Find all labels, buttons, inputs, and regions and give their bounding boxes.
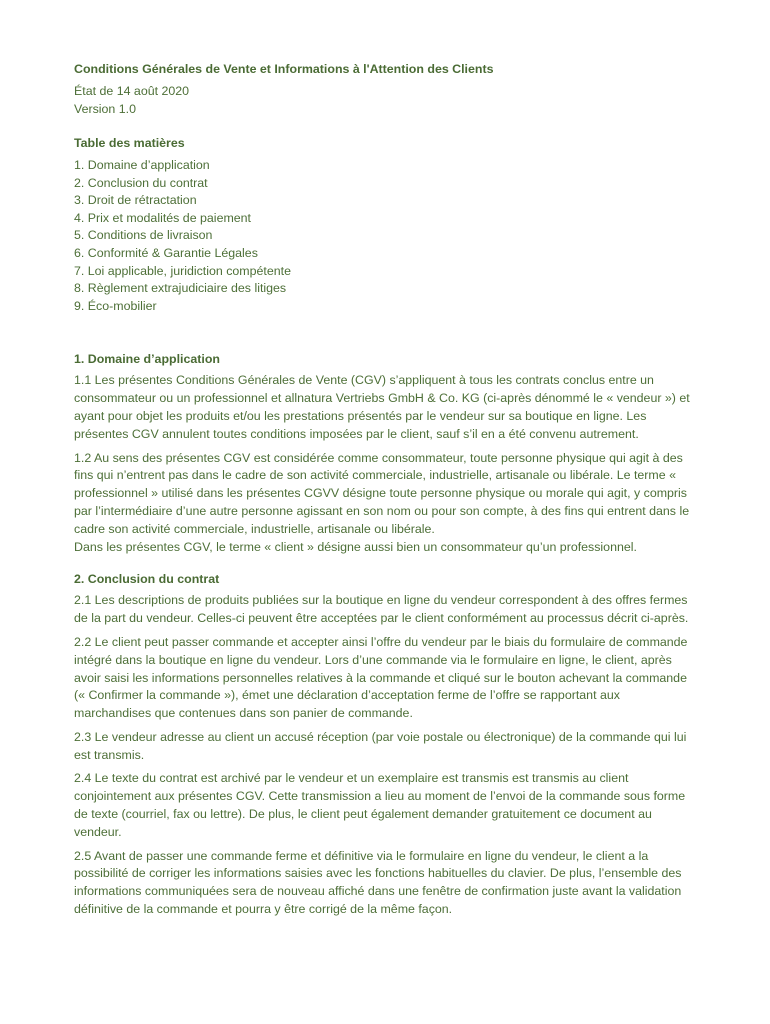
toc-item: 3. Droit de rétractation	[74, 193, 197, 208]
toc-item: 5. Conditions de livraison	[74, 228, 213, 243]
toc-item: 9. Éco-mobilier	[74, 298, 157, 313]
section-conclusion-contrat	[74, 570, 700, 919]
table-of-contents	[74, 157, 700, 315]
paragraph: 1.1 Les présentes Conditions Générales de Vente (CGV) s’appliquent à tous les contrats conclus entre un consommateur ou un professionnel et allnatura Vertriebs GmbH & Co. KG (ci-après dénommé le « vendeur ») et ayant pour objet les produits et/ou les prestations présentés par le vendeur sur sa boutique en ligne. Les présentes CGV annulent toutes conditions imposées par le client, sauf s’il en a été convenu autrement.	[74, 373, 690, 441]
toc-title: Table des matières	[74, 136, 185, 150]
section-title: 1. Domaine d’application	[74, 352, 220, 367]
document-title: Conditions Générales de Vente et Informations à l'Attention des Clients	[74, 62, 494, 76]
section-domaine-application	[74, 350, 700, 556]
toc-item: 2. Conclusion du contrat	[74, 175, 208, 190]
paragraph: 2.4 Le texte du contrat est archivé par le vendeur et un exemplaire est transmis est transmis au client conjointement aux présentes CGV. Cette transmission a lieu au moment de l’envoi de la commande sous forme de texte (courriel, fax ou lettre). De plus, le client peut également demander gratuitement ce document au vendeur.	[74, 771, 686, 839]
toc-item: 4. Prix et modalités de paiement	[74, 210, 252, 225]
section-title: 2. Conclusion du contrat	[74, 572, 220, 587]
paragraph: 2.1 Les descriptions de produits publiées sur la boutique en ligne du vendeur correspondent à des offres fermes de la part du vendeur. Celles-ci peuvent être acceptées par le client conformément au processus décrit ci-après.	[74, 593, 689, 626]
document-date: État de 14 août 2020	[74, 84, 190, 98]
paragraph: 2.3 Le vendeur adresse au client un accusé réception (par voie postale ou électronique) de la commande qui lui est transmis.	[74, 729, 687, 762]
toc-item: 7. Loi applicable, juridiction compétente	[74, 263, 291, 278]
toc-item: 1. Domaine d’application	[74, 158, 210, 172]
paragraph: 1.2 Au sens des présentes CGV est considérée comme consommateur, toute personne physique qui agit à des fins qui n’entrent pas dans le cadre de son activité commerciale, industrielle, artisanale ou libérale. Le terme « professionnel » utilisé dans les présentes CGVV désigne toute personne physique ou morale qui agit, y compris par l’intermédiaire d’une autre personne agissant en son nom ou pour son compte, à des fins qui entrent dans le cadre son activité commerciale, industrielle, artisanale ou libérale. Dans les présentes CGV, le terme « client » désigne aussi bien un consommateur qu’un professionnel.	[74, 450, 690, 554]
paragraph: 2.2 Le client peut passer commande et accepter ainsi l’offre du vendeur par le biais du formulaire de commande intégré dans la boutique en ligne du vendeur. Lors d’une commande via le formulaire en ligne, le client, après avoir saisi les informations personnelles relatives à la commande et cliqué sur le bouton achevant la commande (« Confirmer la commande »), émet une déclaration d’acceptation ferme de l’offre se rapportant aux marchandises que contenues dans son panier de commande.	[74, 634, 688, 721]
toc-item: 8. Règlement extrajudiciaire des litiges	[74, 281, 287, 296]
paragraph: 2.5 Avant de passer une commande ferme et définitive via le formulaire en ligne du vendeur, le client a la possibilité de corriger les informations saisies avec les fonctions habituelles du clavier. De plus, l’ensemble des informations communiquées sera de nouveau affiché dans une fenêtre de confirmation juste avant la validation définitive de la commande et pourra y être corrigé de la même façon.	[74, 848, 682, 917]
document-version: Version 1.0	[74, 102, 136, 116]
toc-item: 6. Conformité & Garantie Légales	[74, 245, 258, 260]
